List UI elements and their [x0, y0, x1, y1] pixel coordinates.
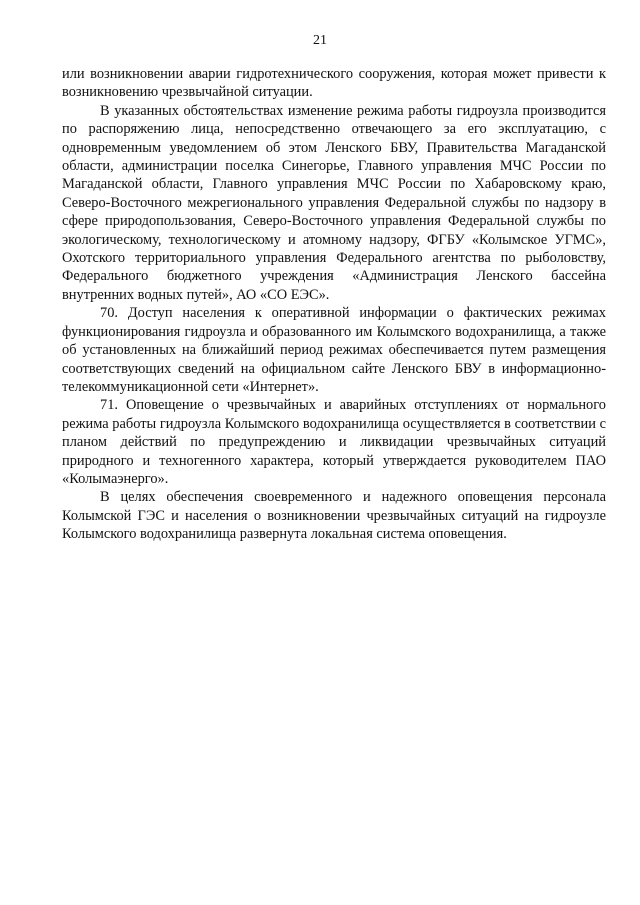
document-body — [62, 65, 606, 544]
paragraph-70-public-access — [62, 304, 606, 396]
paragraph-regime-change-notification: В указанных обстоятельствах изменение режима работы гидроузла производится по распоряжению лица, непосредственно отвечающего за его эксплуатацию, с одновременным уведомлением об этом Ленского БВУ, Правительства Магаданской области, администрации поселка Синегорье, Главного управления МЧС России по Магаданской области, Главного управления МЧС России по Хабаровскому краю, Северо-Восточного межрегионального управления Федеральной службы по надзору в сфере природопользования, Северо-Восточного управления Федеральной службы по экологическому, технологическому и атомному надзору, ФГБУ «Колымское УГМС», Охотского территориального управления Федерального агентства по рыболовству, Федерального бюджетного учреждения «Администрация Ленского бассейна внутренних водных путей», АО «СО ЕЭС». — [62, 102, 606, 303]
paragraph-71-emergency-warning — [62, 396, 606, 488]
paragraph-local-alert-system: В целях обеспечения своевременного и надежного оповещения персонала Колымской ГЭС и населения о возникновении чрезвычайных ситуаций на гидроузле Колымского водохранилища развернута локальная система оповещения. — [62, 489, 606, 543]
paragraph-number: 71. — [100, 397, 118, 414]
paragraph-text: Доступ населения к оперативной информации о фактических режимах функционирования гидроузла и образованного им Колымского водохранилища, а также об установленных на ближайший период режимах обеспечивается путем размещения соответствующих сведений на официальном сайте Ленского БВУ в информационно-телекоммуникационной сети «Интернет». — [62, 305, 606, 395]
page-number: 21 — [313, 33, 327, 48]
paragraph-number: 70. — [100, 305, 118, 322]
paragraph-continuation: или возникновении аварии гидротехнического сооружения, которая может привести к возникновению чрезвычайной ситуации. — [62, 66, 606, 101]
paragraph-text: Оповещение о чрезвычайных и аварийных отступлениях от нормального режима работы гидроузла Колымского водохранилища осуществляется в соответствии с планом действий по предупреждению и ликвидации чрезвычайных ситуаций природного и техногенного характера, который утверждается руководителем ПАО «Колымаэнерго». — [62, 397, 606, 487]
